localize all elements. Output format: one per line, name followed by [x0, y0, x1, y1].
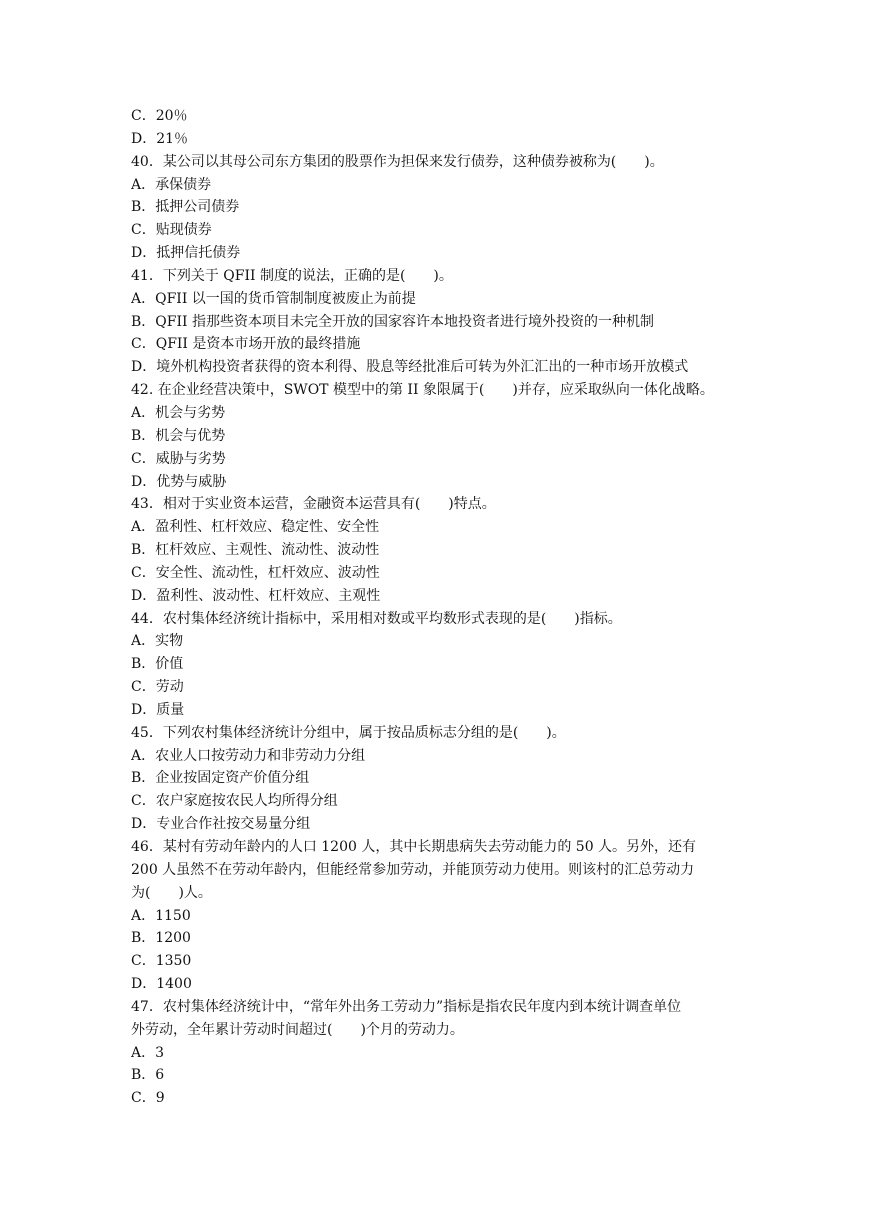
option-line: D．专业合作社按交易量分组 [131, 816, 311, 833]
option-line: D．优势与威胁 [131, 473, 227, 490]
option-line: A．实物 [131, 633, 184, 650]
option-line: D．质量 [131, 701, 185, 718]
question-line: 40．某公司以其母公司东方集团的股票作为担保来发行债券，这种债券被称为( )。 [131, 153, 664, 170]
option-line: A．盈利性、杠杆效应、稳定性、安全性 [131, 519, 380, 536]
question-line: 为( )人。 [131, 884, 212, 901]
option-line: C．QFII 是资本市场开放的最终措施 [131, 336, 361, 353]
option-line: B．价值 [131, 656, 184, 673]
option-line: B．6 [131, 1067, 165, 1084]
option-line: B．QFII 指那些资本项目未完全开放的国家容许本地投资者进行境外投资的一种机制 [131, 313, 654, 330]
option-line: A．1150 [131, 907, 191, 924]
option-line: D．抵押信托债券 [131, 245, 241, 262]
option-line: B．抵押公司债券 [131, 199, 240, 216]
question-line: 43．相对于实业资本运营，金融资本运营具有( )特点。 [131, 496, 496, 513]
option-line: B．机会与优势 [131, 427, 226, 444]
option-line: C．劳动 [131, 679, 184, 696]
question-text-block [131, 105, 743, 1110]
option-line: A．农业人口按劳动力和非劳动力分组 [131, 747, 366, 764]
option-line: C．9 [131, 1090, 165, 1107]
option-line: C．20％ [131, 108, 188, 124]
option-line: D．盈利性、波动性、杠杆效应、主观性 [131, 587, 381, 604]
option-line: C．安全性、流动性，杠杆效应、波动性 [131, 564, 380, 581]
option-line: C．贴现债券 [131, 222, 212, 239]
option-line: B．企业按固定资产价值分组 [131, 770, 310, 787]
question-line: 42. 在企业经营决策中，SWOT 模型中的第 II 象限属于( )并存，应采取纵向一体化战略。 [131, 382, 714, 399]
option-line: C．1350 [131, 953, 192, 970]
option-line: D．境外机构投资者获得的资本利得、股息等经批准后可转为外汇汇出的一种市场开放模式 [131, 359, 689, 376]
question-line: 44．农村集体经济统计指标中，采用相对数或平均数形式表现的是( )指标。 [131, 610, 622, 627]
question-line: 200 人虽然不在劳动年龄内，但能经常参加劳动，并能顶劳动力使用。则该村的汇总劳动力 [131, 861, 695, 878]
question-line: 46．某村有劳动年龄内的人口 1200 人，其中长期患病失去劳动能力的 50 人。另外，还有 [131, 839, 697, 855]
option-line: D．1400 [131, 976, 192, 993]
option-line: B．1200 [131, 930, 191, 947]
option-line: B．杠杆效应、主观性、流动性、波动性 [131, 542, 380, 559]
option-line: A．承保债券 [131, 176, 212, 193]
option-line: A．机会与劣势 [131, 404, 226, 421]
option-line: C．农户家庭按农民人均所得分组 [131, 793, 338, 810]
option-line: C．威胁与劣势 [131, 450, 226, 467]
option-line: A．3 [131, 1044, 165, 1061]
question-line: 外劳动，全年累计劳动时间超过( )个月的劳动力。 [131, 1021, 464, 1038]
option-line: A．QFII 以一国的货币管制制度被废止为前提 [131, 290, 416, 307]
question-line: 41．下列关于 QFII 制度的说法，正确的是( )。 [131, 267, 453, 284]
question-line: 47．农村集体经济统计中，“常年外出务工劳动力”指标是指农民年度内到本统计调查单位 [131, 998, 682, 1015]
question-line: 45．下列农村集体经济统计分组中，属于按品质标志分组的是( )。 [131, 724, 566, 741]
option-line: D．21％ [131, 130, 189, 147]
